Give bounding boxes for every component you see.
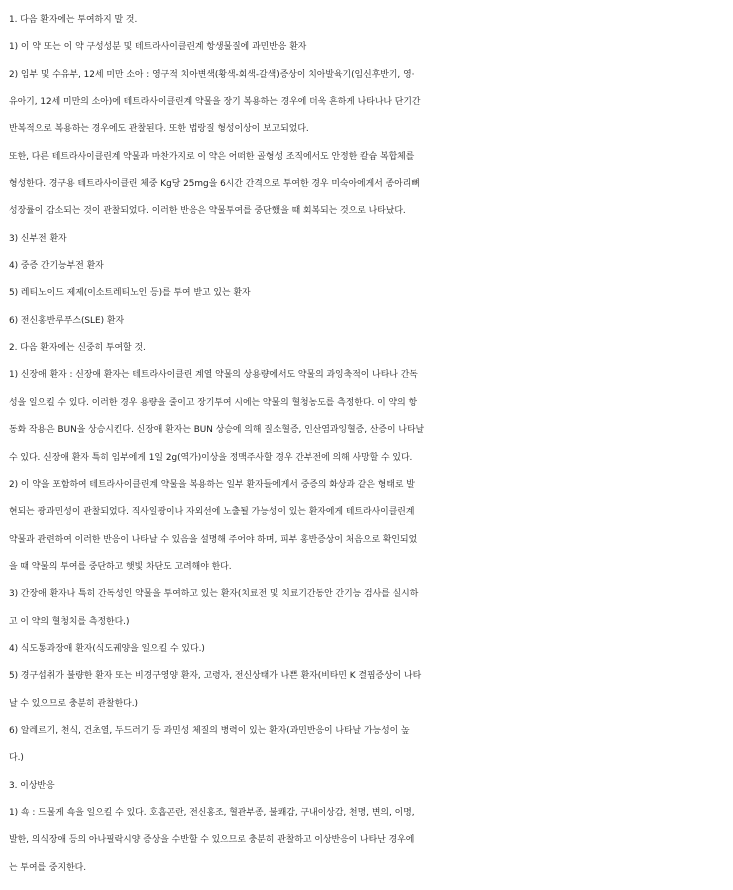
text-line: 날 수 있으므로 충분히 관찰한다.) bbox=[9, 698, 139, 709]
text-line: 1. 다음 환자에는 투여하지 말 것. bbox=[9, 15, 138, 25]
text-line: 6) 알레르기, 천식, 건초열, 두드러기 등 과민성 체질의 병력이 있는 환자(과민반응이 나타날 가능성이 높 bbox=[9, 725, 410, 736]
text-line: 고 이 약의 혈청치를 측정한다.) bbox=[9, 616, 130, 627]
text-line: 2) 임부 및 수유부, 12세 미만 소아 : 영구적 치아변색(황색-회색-갈색)증상이 치아발육기(임신후반기, 영· bbox=[9, 69, 415, 80]
text-line: 발한, 의식장애 등의 아나필락시양 증상을 수반할 수 있으므로 충분히 관찰하고 이상반응이 나타난 경우에 bbox=[9, 835, 415, 846]
text-line: 5) 경구섭취가 불량한 환자 또는 비경구영양 환자, 고령자, 전신상태가 나쁜 환자(비타민 K 결핍증상이 나타 bbox=[9, 671, 422, 682]
text-line: 반복적으로 복용하는 경우에도 관찰된다. 또한 법랑질 형성이상이 보고되었다. bbox=[9, 124, 309, 135]
text-line: 는 투여를 중지한다. bbox=[9, 862, 87, 873]
text-line: 2) 이 약을 포함하여 테트라사이클린계 약물을 복용하는 일부 환자들에게서 중증의 화상과 같은 형태로 발 bbox=[9, 479, 415, 490]
text-line: 3. 이상반응 bbox=[9, 780, 55, 791]
text-line: 2. 다음 환자에는 신중히 투여할 것. bbox=[9, 343, 146, 354]
text-line: 3) 신부전 환자 bbox=[9, 233, 67, 244]
text-line: 4) 식도통과장애 환자(식도궤양을 일으킬 수 있다.) bbox=[9, 643, 205, 654]
text-line: 1) 신장애 환자 : 신장애 환자는 테트라사이클린 계열 약물의 상용량에서도 약물의 과잉축적이 나타나 간독 bbox=[9, 370, 418, 381]
text-line: 성장률이 감소되는 것이 관찰되었다. 이러한 반응은 약물투여를 중단했을 때 회복되는 것으로 나타났다. bbox=[9, 206, 406, 217]
text-line: 1) 쇽 : 드물게 쇽을 일으킬 수 있다. 호흡곤란, 전신홍조, 혈관부종, 불쾌감, 구내이상감, 천명, 변의, 이명, bbox=[9, 807, 415, 818]
text-line: 다.) bbox=[9, 753, 24, 764]
text-line: 유아기, 12세 미만의 소아)에 테트라사이클린계 약물을 장기 복용하는 경우에 더욱 흔하게 나타나나 단기간 bbox=[9, 97, 421, 108]
text-line: 동화 작용은 BUN을 상승시킨다. 신장애 환자는 BUN 상승에 의해 질소혈증, 인산염과잉혈증, 산증이 나타날 bbox=[9, 425, 425, 436]
text-line: 또한, 다른 테트라사이클린계 약물과 마찬가지로 이 약은 어떠한 골형성 조직에서도 안정한 칼슘 복합체를 bbox=[9, 151, 415, 162]
text-line: 현되는 광과민성이 관찰되었다. 직사일광이나 자외선에 노출될 가능성이 있는 환자에게 테트라사이클린계 bbox=[9, 507, 415, 518]
text-line: 을 때 약물의 투여를 중단하고 햇빛 차단도 고려해야 한다. bbox=[9, 561, 232, 572]
text-line: 5) 레티노이드 제제(이소트레티노인 등)를 투여 받고 있는 환자 bbox=[9, 288, 251, 299]
text-line: 1) 이 약 또는 이 약 구성성분 및 테트라사이클린계 항생물질에 과민반응 환자 bbox=[9, 42, 307, 53]
text-line: 형성한다. 경구용 테트라사이클린 체중 Kg당 25mg을 6시간 간격으로 투여한 경우 미숙아에게서 종아리뼈 bbox=[9, 179, 420, 190]
text-line: 3) 간장애 환자나 특히 간독성인 약물을 투여하고 있는 환자(치료전 및 치료기간동안 간기능 검사를 실시하 bbox=[9, 589, 419, 600]
text-line: 수 있다. 신장애 환자 특히 임부에게 1일 2g(역가)이상을 정맥주사할 경우 간부전에 의해 사망할 수 있다. bbox=[9, 452, 413, 463]
text-line: 6) 전신홍반루푸스(SLE) 환자 bbox=[9, 315, 125, 326]
text-line: 약물과 관련하여 이러한 반응이 나타날 수 있음을 설명해 주어야 하며, 피부 홍반증상이 처음으로 확인되었 bbox=[9, 534, 418, 545]
text-line: 4) 중증 간기능부전 환자 bbox=[9, 261, 104, 272]
text-line: 성을 일으킬 수 있다. 이러한 경우 용량을 줄이고 장기투여 시에는 약물의 혈청농도를 측정한다. 이 약의 항 bbox=[9, 397, 418, 408]
